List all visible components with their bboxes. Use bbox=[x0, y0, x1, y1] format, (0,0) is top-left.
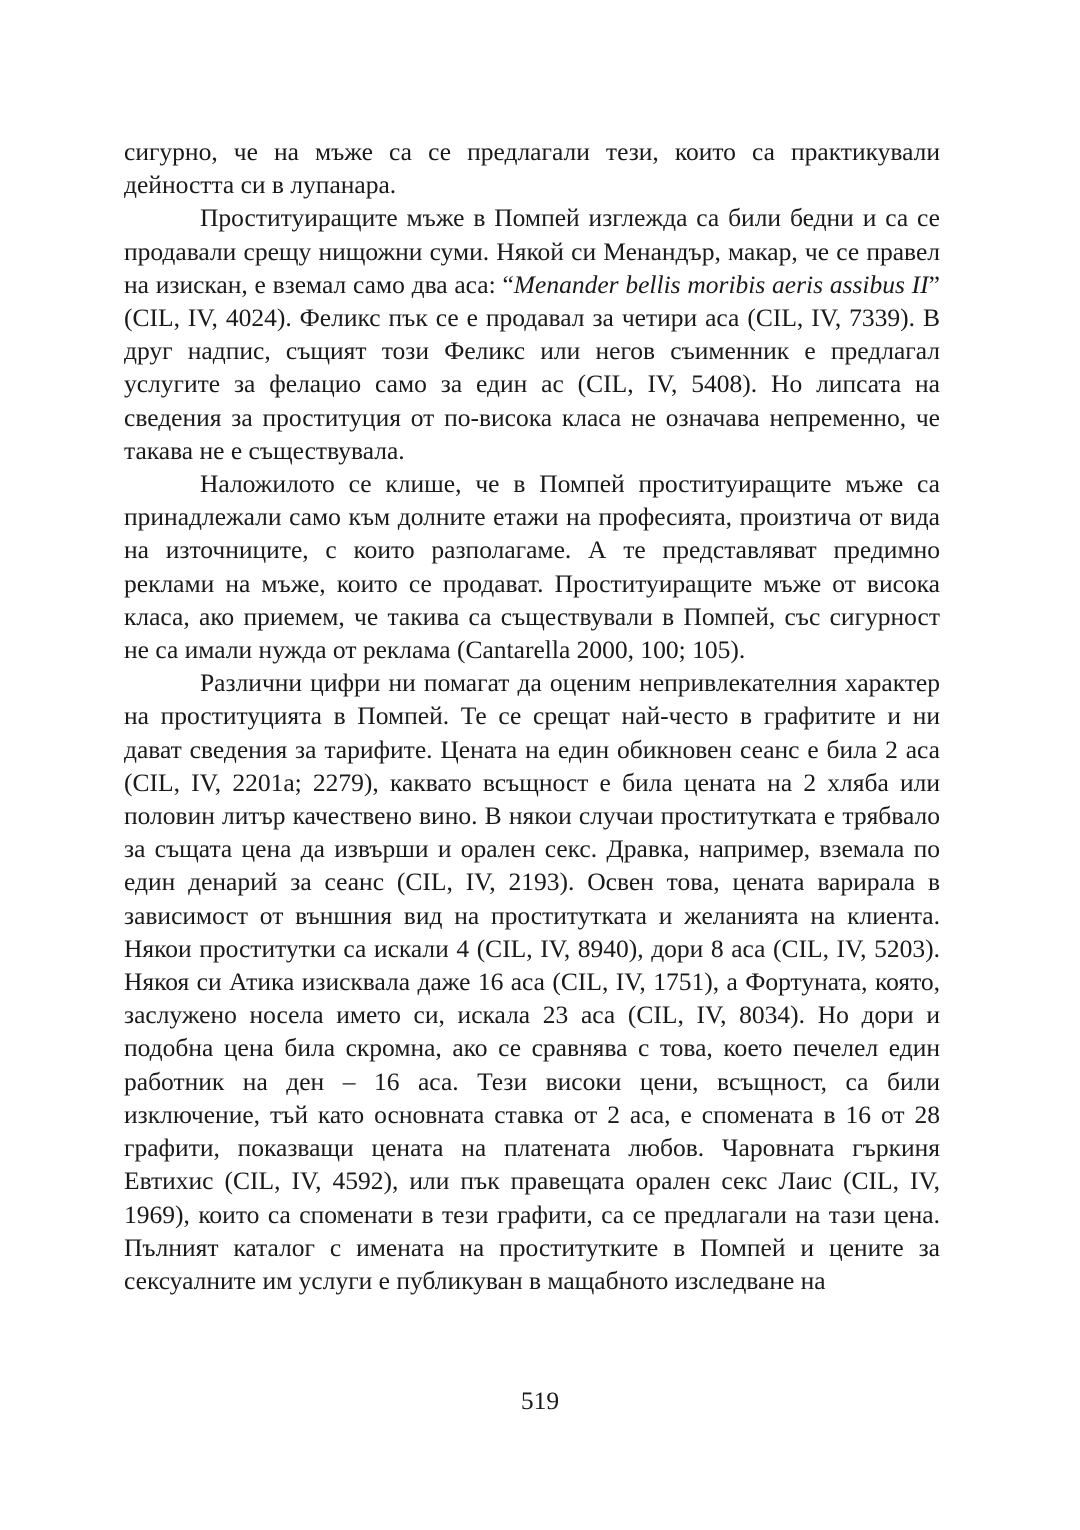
latin-quote: Menander bellis moribis aeris assibus II bbox=[513, 269, 929, 299]
paragraph-prices: Различни цифри ни помагат да оценим непривлекателния характер на проституцията в Помпей. Те се срещат най-често в графитите и ни дават сведения за тарифите. Цената на един обикновен сеанс е била 2 аса (CIL, IV, 2201a; 2279), каквато всъщност е била цената на 2 хляба или половин литър качествено вино. В някои случаи проститутката е трябвало за същата цена да извърши и орален секс. Дравка, например, вземала по един денарий за сеанс (CIL, IV, 2193). Освен това, цената варирала в зависимост от външния вид на проститутката и желанията на клиента. Някои проститутки са искали 4 (CIL, IV, 8940), дори 8 аса (CIL, IV, 5203). Някоя си Атика изисквала даже 16 аса (CIL, IV, 1751), а Фортуната, която, заслужено носела името си, искала 23 аса (CIL, IV, 8034). Но дори и подобна цена била скромна, ако се сравнява с това, което печелел един работник на ден – 16 аса. Тези високи цени, всъщност, са били изключение, тъй като основната ставка от 2 аса, е спомената в 16 от 28 графити, показващи цената на платената любов. Чаровната гъркиня Евтихис (CIL, IV, 4592), или пък правещата орален секс Лаис (CIL, IV, 1969), които са споменати в тези графити, са се предлагали на тази цена. Пълният каталог с имената на проститутките в Помпей и цените за сексуалните им услуги е публикуван в мащабното изследване на bbox=[124, 668, 940, 1295]
paragraph-text-part: ” (CIL, IV, 4024). Феликс пък се е продавал за четири аса (CIL, IV, 7339). В друг надпис, същият този Феликс или негов съименник е предлагал услугите за фелацио само за един ас (CIL, IV, 5408). Но липсата на сведения за проституция от по-висока класа не означава непременно, че такава не е съществувала. bbox=[124, 269, 940, 465]
paragraph-cliche: Наложилото се клише, че в Помпей проституиращите мъже са принадлежали само към долните етажи на професията, произтича от вида на източниците, с които разполагаме. А те представляват предимно реклами на мъже, които се продават. Проституиращите мъже от висока класа, ако приемем, че такива са съществували в Помпей, със сигурност не са имали нужда от реклама (Cantarella 2000, 100; 105). bbox=[124, 469, 940, 665]
paragraph-male-prostitution bbox=[124, 201, 940, 467]
paragraph-continuation: сигурно, че на мъже са се предлагали тези, които са практикували дейността си в лупанара. bbox=[124, 137, 940, 200]
paragraph-text-part: Проституиращите мъже в Помпей изглежда са били бедни и са се продавали срещу нищожни суми. Някой си Менандър, макар, че се правел на изискан, е вземал само два аса: “ bbox=[124, 203, 940, 299]
page-body bbox=[124, 135, 940, 1297]
page-number: 519 bbox=[520, 1386, 560, 1415]
